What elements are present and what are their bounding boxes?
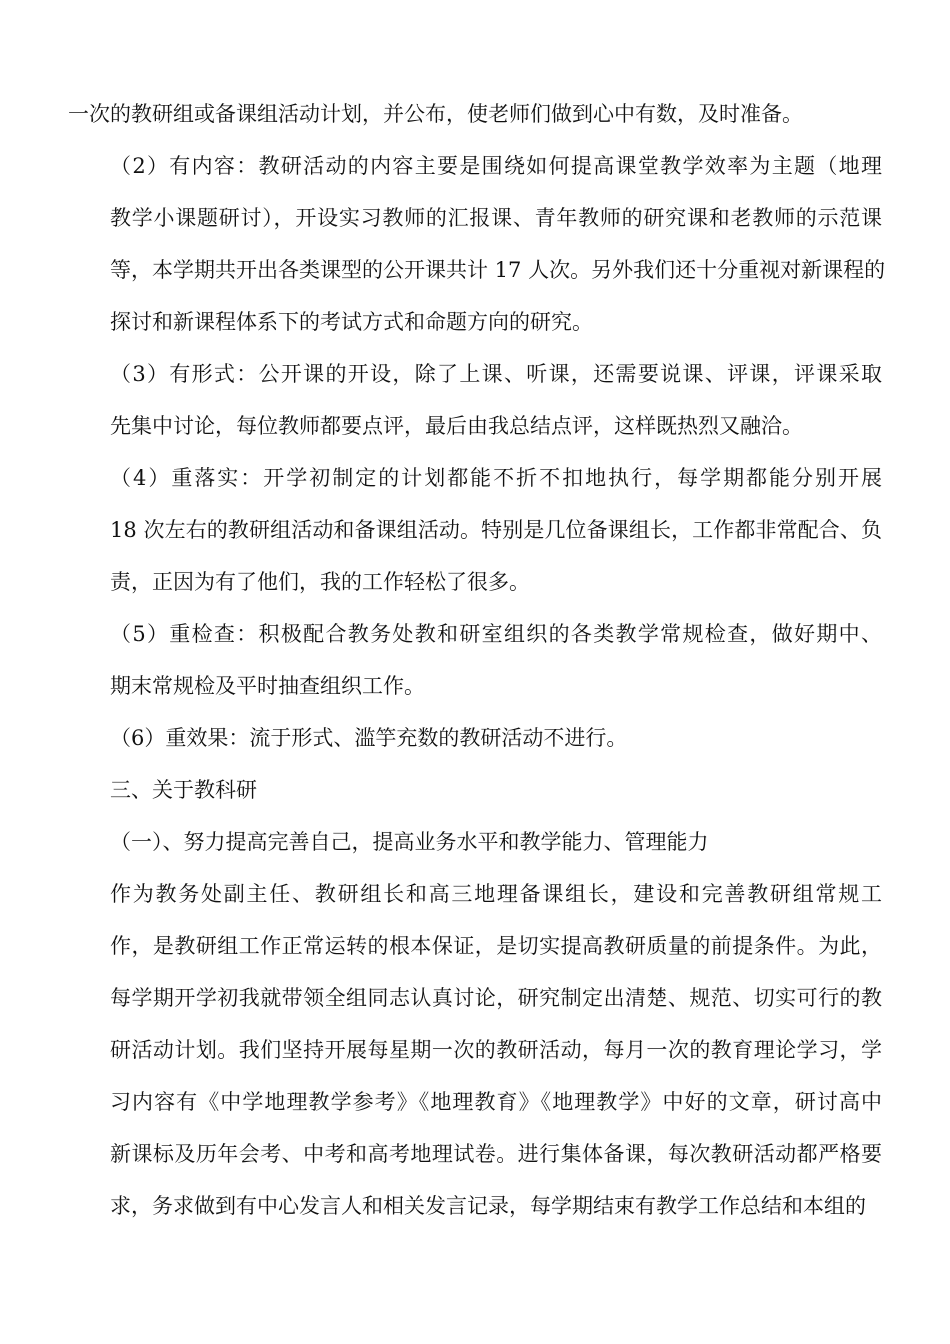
paragraph bbox=[68, 452, 882, 608]
text-line: 三、关于教科研 bbox=[110, 778, 257, 802]
text-line: 研活动计划。我们坚持开展每星期一次的教研活动，每月一次的教育理论学习，学 bbox=[110, 1038, 882, 1062]
paragraph bbox=[68, 868, 882, 1232]
text-line: 每学期开学初我就带领全组同志认真讨论，研究制定出清楚、规范、切实可行的教 bbox=[110, 986, 882, 1010]
text-line: 教学小课题研讨），开设实习教师的汇报课、青年教师的研究课和老教师的示范课 bbox=[110, 206, 882, 230]
paragraph bbox=[68, 348, 882, 452]
text-line: （6）重效果：流于形式、滥竽充数的教研活动不进行。 bbox=[110, 726, 628, 750]
text-line: 新课标及历年会考、中考和高考地理试卷。进行集体备课，每次教研活动都严格要 bbox=[110, 1142, 882, 1166]
text-line: 作为教务处副主任、教研组长和高三地理备课组长，建设和完善教研组常规工 bbox=[110, 882, 882, 906]
document-body bbox=[68, 88, 886, 1232]
text-line: 习内容有《中学地理教学参考》《地理教育》《地理教学》中好的文章，研讨高中 bbox=[110, 1090, 882, 1114]
text-line: （一）、努力提高完善自己，提高业务水平和教学能力、管理能力 bbox=[110, 830, 709, 854]
text-line: （4）重落实：开学初制定的计划都能不折不扣地执行，每学期都能分别开展 bbox=[110, 466, 882, 490]
text-line: （2）有内容：教研活动的内容主要是围绕如何提高课堂教学效率为主题（地理 bbox=[110, 154, 882, 178]
text-line: 先集中讨论，每位教师都要点评，最后由我总结点评，这样既热烈又融洽。 bbox=[110, 414, 803, 438]
paragraph bbox=[68, 140, 886, 348]
text-line: 等，本学期共开出各类课型的公开课共计 17 人次。另外我们还十分重视对新课程的 bbox=[110, 258, 886, 282]
paragraph bbox=[68, 88, 882, 140]
text-line: 期末常规检及平时抽查组织工作。 bbox=[110, 674, 425, 698]
text-line: 探讨和新课程体系下的考试方式和命题方向的研究。 bbox=[110, 310, 593, 334]
text-line: （5）重检查：积极配合教务处教和研室组织的各类教学常规检查，做好期中、 bbox=[110, 622, 882, 646]
text-line: （3）有形式：公开课的开设，除了上课、听课，还需要说课、评课，评课采取 bbox=[110, 362, 882, 386]
text-line: 一次的教研组或备课组活动计划，并公布，使老师们做到心中有数，及时准备。 bbox=[68, 102, 803, 126]
text-line: 责，正因为有了他们，我的工作轻松了很多。 bbox=[110, 570, 530, 594]
paragraph bbox=[68, 712, 882, 764]
text-line: 作，是教研组工作正常运转的根本保证，是切实提高教研质量的前提条件。为此， bbox=[110, 934, 882, 958]
text-line: 18 次左右的教研组活动和备课组活动。特别是几位备课组长，工作都非常配合、负 bbox=[110, 518, 882, 542]
paragraph bbox=[68, 764, 882, 816]
paragraph bbox=[68, 816, 882, 868]
text-line: 求，务求做到有中心发言人和相关发言记录，每学期结束有教学工作总结和本组的 bbox=[110, 1194, 866, 1218]
paragraph bbox=[68, 608, 882, 712]
